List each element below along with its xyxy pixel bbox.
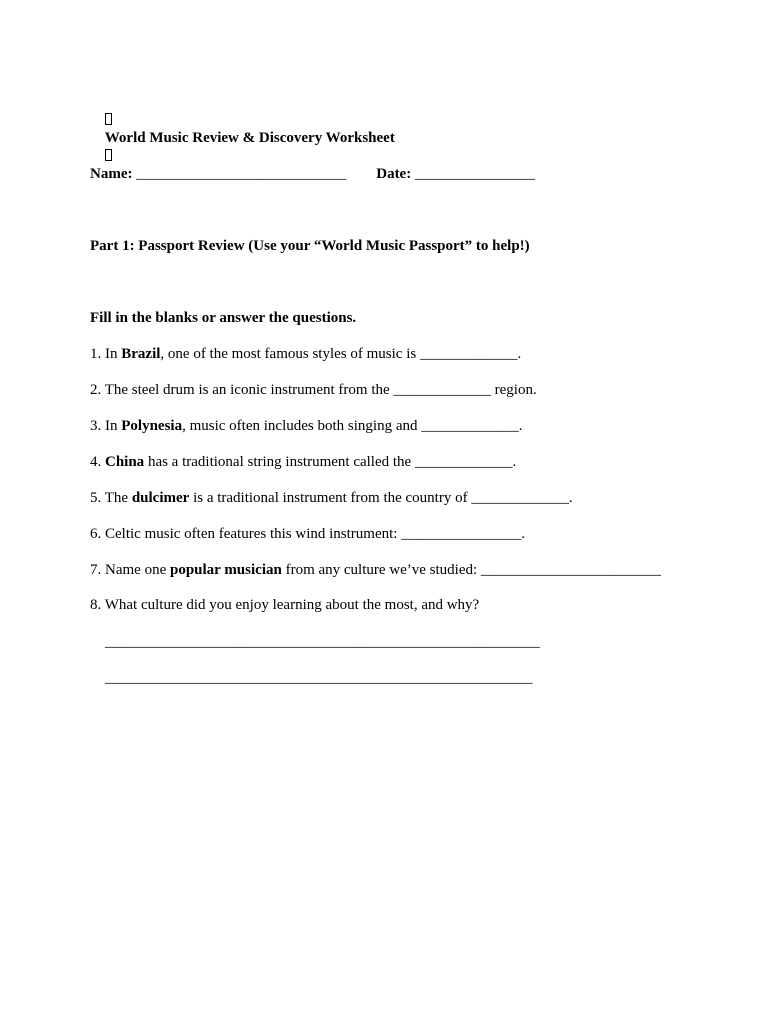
globe-icon (105, 149, 112, 161)
question-5-post: is a traditional instrument from the country of _____________. (189, 490, 573, 506)
question-4-post: has a traditional string instrument called the _____________. (144, 454, 517, 470)
instructions: Fill in the blanks or answer the questions. (90, 310, 357, 326)
music-note-icon (105, 113, 112, 125)
name-blank[interactable]: ____________________________ (136, 166, 347, 182)
question-5-bold: dulcimer (131, 490, 190, 506)
question-3[interactable] (90, 417, 522, 435)
date-label: Date: (376, 166, 412, 182)
answer-line-2[interactable]: _________________________________________________________ (105, 670, 533, 686)
name-date-row (90, 165, 535, 183)
question-7[interactable] (90, 561, 661, 579)
question-3-bold: Polynesia (121, 418, 183, 434)
title-text: World Music Review & Discovery Worksheet (104, 130, 395, 146)
name-label: Name: (90, 166, 133, 182)
question-5[interactable] (90, 489, 573, 507)
question-4-bold: China (105, 454, 145, 470)
question-1-bold: Brazil (121, 346, 161, 362)
part1-heading: Part 1: Passport Review (Use your “World Music Passport” to help!) (90, 238, 530, 254)
question-6[interactable] (90, 525, 525, 543)
question-8-pre: 8. What culture did you enjoy learning about the most, and why? (90, 597, 480, 613)
question-7-post: from any culture we’ve studied: ________________________ (281, 562, 661, 578)
date-blank[interactable]: ________________ (414, 166, 535, 182)
question-1[interactable] (90, 345, 521, 363)
question-1-pre: 1. In (90, 346, 122, 362)
question-1-post: , one of the most famous styles of music is _____________. (160, 346, 522, 362)
question-8 (90, 596, 479, 614)
question-7-pre: 7. Name one (90, 562, 170, 578)
question-2[interactable] (90, 381, 537, 399)
question-2-pre: 2. The steel drum is an iconic instrument from the _____________ region. (90, 382, 537, 398)
answer-line-1[interactable]: __________________________________________________________ (105, 634, 540, 650)
question-3-post: , music often includes both singing and _____________. (182, 418, 523, 434)
question-4-pre: 4. (90, 454, 105, 470)
question-5-pre: 5. The (90, 490, 132, 506)
question-6-pre: 6. Celtic music often features this wind instrument: ________________. (90, 526, 525, 542)
question-7-bold: popular musician (169, 562, 282, 578)
question-4[interactable] (90, 453, 516, 471)
question-3-pre: 3. In (90, 418, 122, 434)
